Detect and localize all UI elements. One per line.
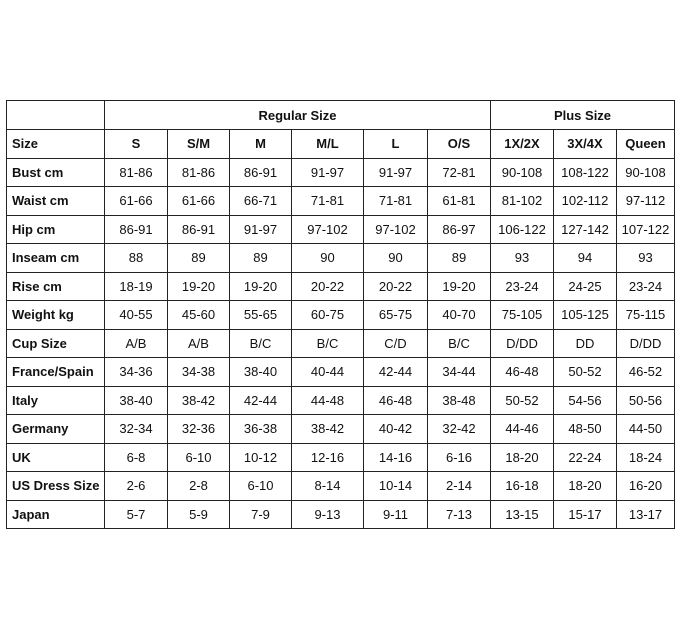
table-cell: 34-44 — [428, 358, 491, 387]
table-cell: 46-48 — [364, 386, 428, 415]
table-cell: 2-6 — [105, 472, 168, 501]
table-cell: 5-9 — [168, 500, 230, 529]
table-row — [7, 215, 675, 244]
table-cell: 81-86 — [105, 158, 168, 187]
table-cell: 61-81 — [428, 187, 491, 216]
table-cell: 34-36 — [105, 358, 168, 387]
table-row — [7, 301, 675, 330]
size-column-header: Queen — [617, 130, 675, 159]
table-cell: 18-19 — [105, 272, 168, 301]
table-cell: 44-46 — [491, 415, 554, 444]
table-row — [7, 244, 675, 273]
table-cell: 19-20 — [428, 272, 491, 301]
measurement-label: UK — [7, 443, 105, 472]
table-cell: 97-102 — [364, 215, 428, 244]
table-cell: 32-42 — [428, 415, 491, 444]
table-cell: 93 — [491, 244, 554, 273]
table-cell: 38-42 — [168, 386, 230, 415]
table-cell: 108-122 — [554, 158, 617, 187]
table-cell: 6-10 — [230, 472, 292, 501]
table-cell: 40-70 — [428, 301, 491, 330]
table-cell: D/DD — [617, 329, 675, 358]
table-cell: 107-122 — [617, 215, 675, 244]
table-cell: 23-24 — [491, 272, 554, 301]
size-chart-table — [6, 100, 675, 529]
table-cell: 38-48 — [428, 386, 491, 415]
table-cell: 86-91 — [230, 158, 292, 187]
table-cell: 6-10 — [168, 443, 230, 472]
table-cell: 60-75 — [292, 301, 364, 330]
table-cell: 13-15 — [491, 500, 554, 529]
measurement-label: Cup Size — [7, 329, 105, 358]
table-cell: 91-97 — [364, 158, 428, 187]
table-cell: 54-56 — [554, 386, 617, 415]
table-cell: 32-36 — [168, 415, 230, 444]
table-cell: 20-22 — [292, 272, 364, 301]
table-cell: 50-52 — [491, 386, 554, 415]
table-cell: 16-18 — [491, 472, 554, 501]
table-cell: 10-12 — [230, 443, 292, 472]
table-cell: 15-17 — [554, 500, 617, 529]
table-cell: 13-17 — [617, 500, 675, 529]
table-row — [7, 386, 675, 415]
table-cell: 19-20 — [168, 272, 230, 301]
table-cell: 20-22 — [364, 272, 428, 301]
table-cell: 34-38 — [168, 358, 230, 387]
table-cell: 2-14 — [428, 472, 491, 501]
regular-size-group-header: Regular Size — [105, 101, 491, 130]
table-cell: 97-112 — [617, 187, 675, 216]
table-cell: 90 — [364, 244, 428, 273]
table-cell: D/DD — [491, 329, 554, 358]
table-cell: 86-91 — [105, 215, 168, 244]
table-cell: 89 — [168, 244, 230, 273]
table-cell: 97-102 — [292, 215, 364, 244]
plus-size-group-header: Plus Size — [491, 101, 675, 130]
table-row — [7, 500, 675, 529]
table-cell: 5-7 — [105, 500, 168, 529]
table-cell: 90-108 — [491, 158, 554, 187]
table-cell: 48-50 — [554, 415, 617, 444]
table-cell: 19-20 — [230, 272, 292, 301]
table-cell: 8-14 — [292, 472, 364, 501]
table-row — [7, 158, 675, 187]
measurement-label: Rise cm — [7, 272, 105, 301]
table-cell: 6-16 — [428, 443, 491, 472]
table-cell: 71-81 — [292, 187, 364, 216]
table-cell: B/C — [230, 329, 292, 358]
table-cell: 81-86 — [168, 158, 230, 187]
table-cell: 24-25 — [554, 272, 617, 301]
size-column-header: L — [364, 130, 428, 159]
measurement-label: France/Spain — [7, 358, 105, 387]
table-row — [7, 415, 675, 444]
table-cell: 2-8 — [168, 472, 230, 501]
table-cell: 75-105 — [491, 301, 554, 330]
table-cell: 46-52 — [617, 358, 675, 387]
table-row — [7, 358, 675, 387]
size-column-header: M/L — [292, 130, 364, 159]
table-cell: 40-44 — [292, 358, 364, 387]
table-cell: 18-20 — [554, 472, 617, 501]
size-header-row — [7, 130, 675, 159]
table-cell: 102-112 — [554, 187, 617, 216]
table-cell: 18-24 — [617, 443, 675, 472]
table-row — [7, 443, 675, 472]
table-cell: 14-16 — [364, 443, 428, 472]
table-cell: 66-71 — [230, 187, 292, 216]
table-cell: 9-13 — [292, 500, 364, 529]
table-cell: 61-66 — [168, 187, 230, 216]
table-cell: 91-97 — [230, 215, 292, 244]
table-cell: 90-108 — [617, 158, 675, 187]
measurement-label: Italy — [7, 386, 105, 415]
table-cell: 91-97 — [292, 158, 364, 187]
table-cell: B/C — [292, 329, 364, 358]
table-cell: 12-16 — [292, 443, 364, 472]
size-column-header: O/S — [428, 130, 491, 159]
size-column-header: M — [230, 130, 292, 159]
table-cell: 86-91 — [168, 215, 230, 244]
size-column-header: S — [105, 130, 168, 159]
table-cell: 127-142 — [554, 215, 617, 244]
table-cell: 93 — [617, 244, 675, 273]
table-cell: B/C — [428, 329, 491, 358]
table-cell: 71-81 — [364, 187, 428, 216]
table-cell: 42-44 — [364, 358, 428, 387]
table-cell: 22-24 — [554, 443, 617, 472]
table-cell: 40-55 — [105, 301, 168, 330]
table-cell: 10-14 — [364, 472, 428, 501]
table-cell: 50-52 — [554, 358, 617, 387]
table-cell: 89 — [230, 244, 292, 273]
table-row — [7, 329, 675, 358]
corner-blank-cell — [7, 101, 105, 130]
size-chart-body — [7, 158, 675, 529]
table-row — [7, 272, 675, 301]
table-cell: 18-20 — [491, 443, 554, 472]
table-cell: 46-48 — [491, 358, 554, 387]
measurement-label: Inseam cm — [7, 244, 105, 273]
size-column-header: 1X/2X — [491, 130, 554, 159]
table-cell: 89 — [428, 244, 491, 273]
measurement-label: Waist cm — [7, 187, 105, 216]
measurement-label: Bust cm — [7, 158, 105, 187]
table-cell: 106-122 — [491, 215, 554, 244]
table-cell: 23-24 — [617, 272, 675, 301]
measurement-label: Weight kg — [7, 301, 105, 330]
size-column-header: 3X/4X — [554, 130, 617, 159]
table-cell: 65-75 — [364, 301, 428, 330]
table-cell: 55-65 — [230, 301, 292, 330]
table-cell: 40-42 — [364, 415, 428, 444]
table-cell: 72-81 — [428, 158, 491, 187]
table-cell: 38-40 — [230, 358, 292, 387]
table-row — [7, 187, 675, 216]
table-cell: 9-11 — [364, 500, 428, 529]
measurement-label: US Dress Size — [7, 472, 105, 501]
table-cell: 50-56 — [617, 386, 675, 415]
measurement-label: Germany — [7, 415, 105, 444]
table-cell: 105-125 — [554, 301, 617, 330]
table-cell: 81-102 — [491, 187, 554, 216]
table-cell: 88 — [105, 244, 168, 273]
table-cell: 86-97 — [428, 215, 491, 244]
table-cell: 38-42 — [292, 415, 364, 444]
table-cell: 90 — [292, 244, 364, 273]
measurement-label: Japan — [7, 500, 105, 529]
table-cell: 36-38 — [230, 415, 292, 444]
table-cell: 16-20 — [617, 472, 675, 501]
table-cell: 75-115 — [617, 301, 675, 330]
table-cell: C/D — [364, 329, 428, 358]
table-row — [7, 472, 675, 501]
table-cell: 38-40 — [105, 386, 168, 415]
table-cell: 44-48 — [292, 386, 364, 415]
size-column-header: S/M — [168, 130, 230, 159]
table-cell: DD — [554, 329, 617, 358]
table-cell: 32-34 — [105, 415, 168, 444]
table-cell: 44-50 — [617, 415, 675, 444]
table-cell: 7-9 — [230, 500, 292, 529]
table-cell: 45-60 — [168, 301, 230, 330]
table-cell: 6-8 — [105, 443, 168, 472]
table-cell: 42-44 — [230, 386, 292, 415]
table-cell: 61-66 — [105, 187, 168, 216]
size-corner-label: Size — [7, 130, 105, 159]
table-cell: A/B — [105, 329, 168, 358]
table-cell: A/B — [168, 329, 230, 358]
table-cell: 94 — [554, 244, 617, 273]
table-cell: 7-13 — [428, 500, 491, 529]
measurement-label: Hip cm — [7, 215, 105, 244]
size-group-row — [7, 101, 675, 130]
